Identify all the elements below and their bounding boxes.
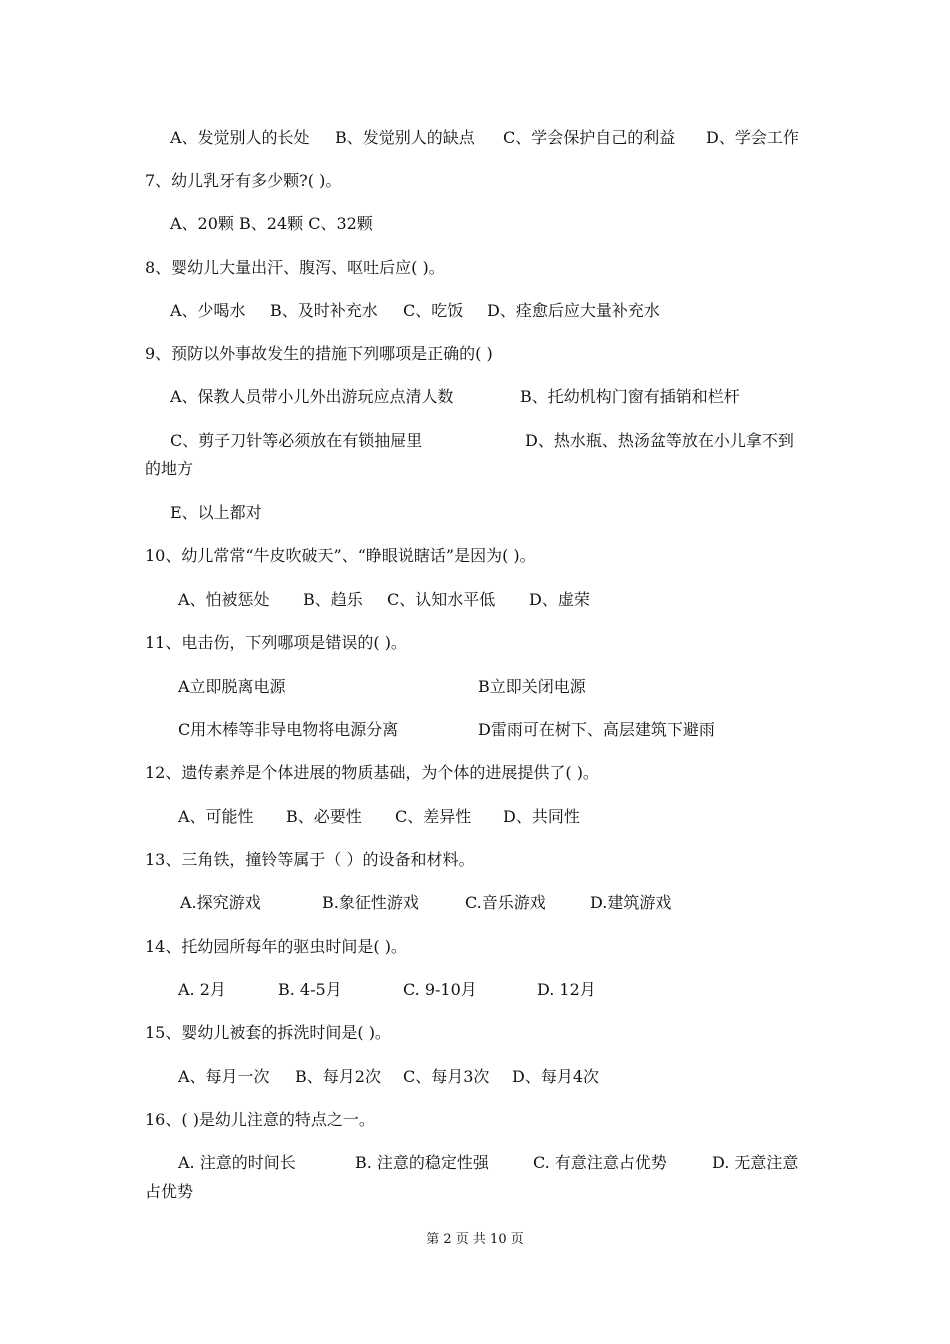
q16-option-c: C. 有意注意占优势 <box>533 1153 667 1172</box>
q16-option-b: B. 注意的稳定性强 <box>355 1153 489 1172</box>
q13-option-b: B.象征性游戏 <box>322 893 419 912</box>
q13-option-c: C.音乐游戏 <box>465 893 546 912</box>
question-16-stem: 16、( )是幼儿注意的特点之一。 <box>145 1110 375 1129</box>
question-10-stem: 10、幼儿常常“牛皮吹破天”、“睁眼说瞎话”是因为( )。 <box>145 546 536 565</box>
q6-option-a: A、发觉别人的长处 <box>170 128 310 147</box>
q16-option-a: A. 注意的时间长 <box>178 1153 296 1172</box>
q15-option-b: B、每月2次 <box>295 1067 381 1086</box>
question-8-stem: 8、婴幼儿大量出汗、腹泻、呕吐后应( )。 <box>145 258 445 277</box>
q14-option-a: A. 2月 <box>178 980 226 999</box>
q14-option-d: D. 12月 <box>537 980 596 999</box>
q6-option-b: B、发觉别人的缺点 <box>335 128 475 147</box>
q8-option-b: B、及时补充水 <box>270 301 378 320</box>
q13-option-d: D.建筑游戏 <box>590 893 672 912</box>
q16-option-d-continued: 占优势 <box>145 1182 194 1201</box>
q10-option-d: D、虚荣 <box>529 590 590 609</box>
page-footer: 第 2 页 共 10 页 <box>426 1232 524 1247</box>
q12-option-b: B、必要性 <box>286 807 362 826</box>
q9-option-b: B、托幼机构门窗有插销和栏杆 <box>520 387 740 406</box>
question-11-stem: 11、电击伤，下列哪项是错误的( )。 <box>145 633 407 652</box>
q14-option-c: C. 9-10月 <box>403 980 477 999</box>
q6-option-c: C、学会保护自己的利益 <box>503 128 676 147</box>
question-7-stem: 7、幼儿乳牙有多少颗?( )。 <box>145 171 342 190</box>
question-7-options: A、20颗 B、24颗 C、32颗 <box>170 214 373 233</box>
question-14-stem: 14、托幼园所每年的驱虫时间是( )。 <box>145 937 407 956</box>
question-9-stem: 9、预防以外事故发生的措施下列哪项是正确的( ) <box>145 344 493 363</box>
q9-option-c: C、剪子刀针等必须放在有锁抽屉里 <box>170 431 423 450</box>
q13-option-a: A.探究游戏 <box>180 893 261 912</box>
q16-option-d: D. 无意注意 <box>712 1153 799 1172</box>
q15-option-a: A、每月一次 <box>178 1067 270 1086</box>
q15-option-c: C、每月3次 <box>403 1067 490 1086</box>
q8-option-c: C、吃饭 <box>403 301 464 320</box>
q15-option-d: D、每月4次 <box>512 1067 600 1086</box>
q11-option-b: B立即关闭电源 <box>478 677 586 696</box>
q11-option-a: A立即脱离电源 <box>178 677 286 696</box>
q9-option-d-continued: 的地方 <box>145 459 194 478</box>
q11-option-d: D雷雨可在树下、高层建筑下避雨 <box>478 720 715 739</box>
q10-option-a: A、怕被惩处 <box>178 590 270 609</box>
q8-option-a: A、少喝水 <box>170 301 246 320</box>
question-12-stem: 12、遗传素养是个体进展的物质基础，为个体的进展提供了( )。 <box>145 763 599 782</box>
question-15-stem: 15、婴幼儿被套的拆洗时间是( )。 <box>145 1023 391 1042</box>
q12-option-c: C、差异性 <box>395 807 472 826</box>
q14-option-b: B. 4-5月 <box>278 980 342 999</box>
q9-option-d: D、热水瓶、热汤盆等放在小儿拿不到 <box>525 431 794 450</box>
q10-option-b: B、趋乐 <box>303 590 363 609</box>
q12-option-d: D、共同性 <box>503 807 580 826</box>
q9-option-a: A、保教人员带小儿外出游玩应点清人数 <box>170 387 454 406</box>
q12-option-a: A、可能性 <box>178 807 254 826</box>
question-13-stem: 13、三角铁，撞铃等属于（ ）的设备和材料。 <box>145 850 475 869</box>
q9-option-e: E、以上都对 <box>170 503 262 522</box>
q11-option-c: C用木棒等非导电物将电源分离 <box>178 720 399 739</box>
q6-option-d: D、学会工作 <box>706 128 799 147</box>
q10-option-c: C、认知水平低 <box>387 590 496 609</box>
q8-option-d: D、痊愈后应大量补充水 <box>487 301 660 320</box>
